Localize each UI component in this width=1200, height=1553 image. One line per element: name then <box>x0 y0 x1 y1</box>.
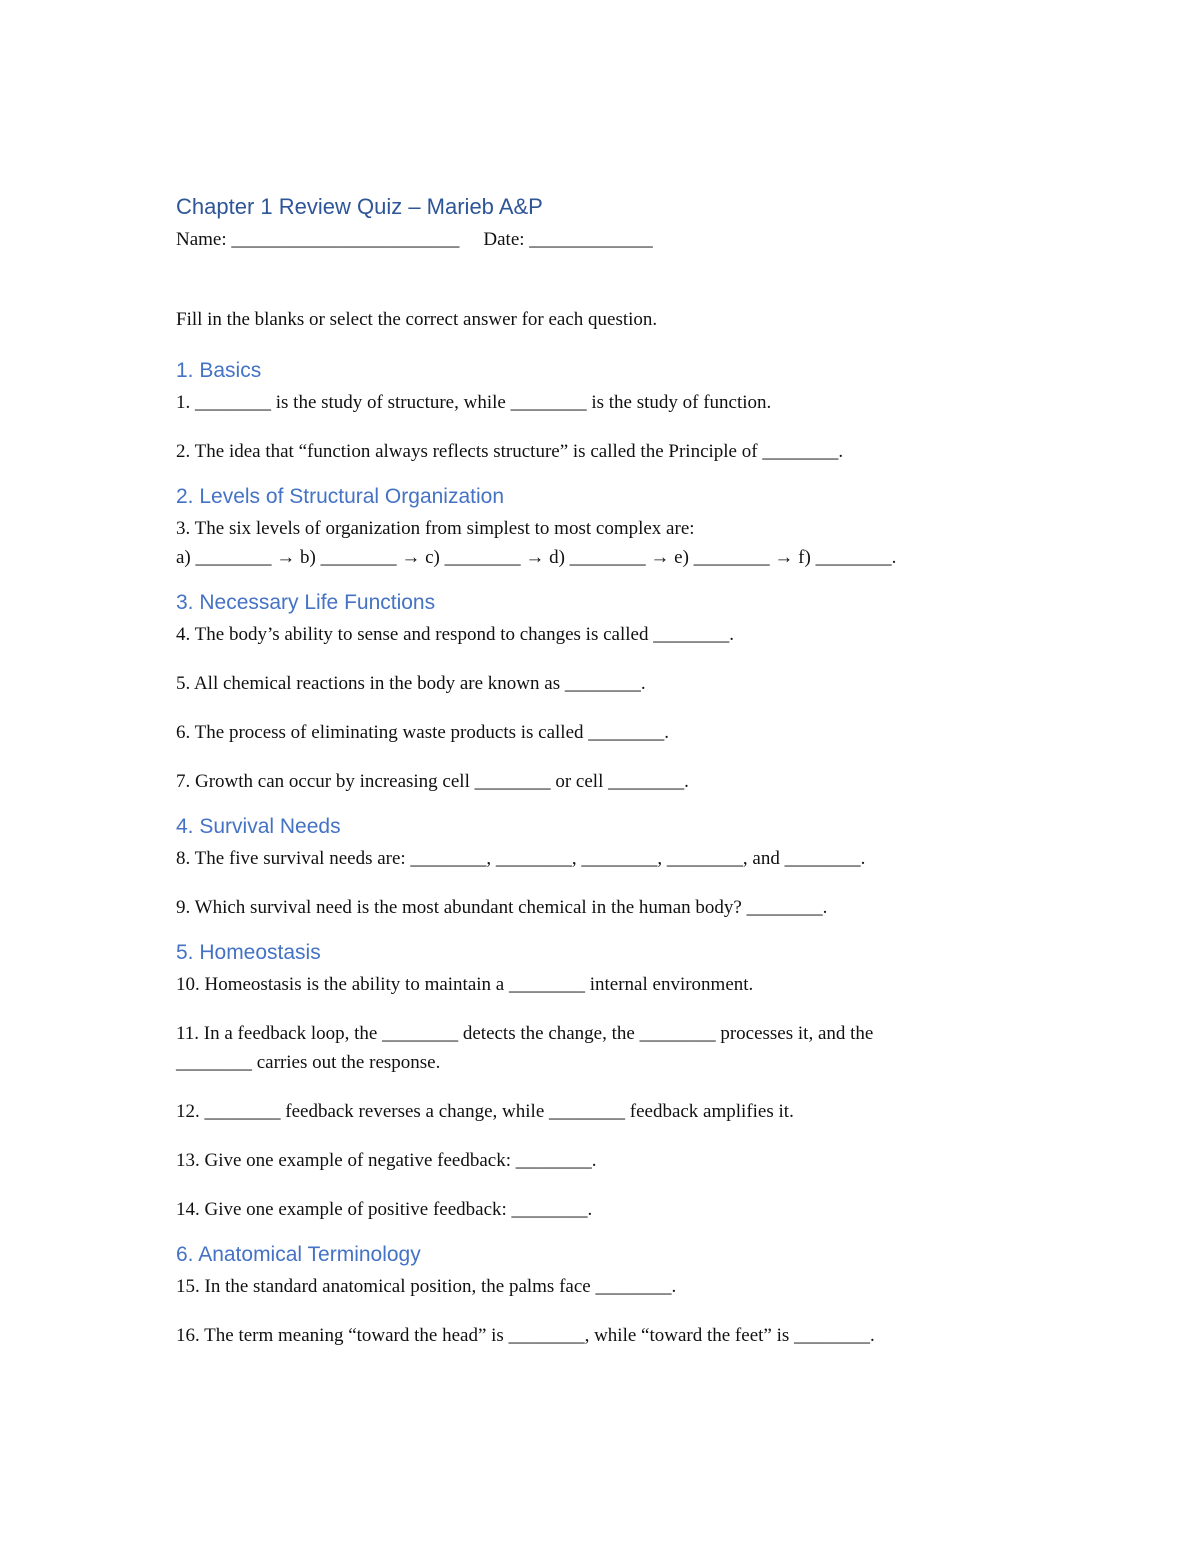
document-title: Chapter 1 Review Quiz – Marieb A&P <box>176 194 543 219</box>
question-text: 3. The six levels of organization from simplest to most complex are: <box>176 518 695 539</box>
section-heading: 4. Survival Needs <box>176 815 341 838</box>
quiz-question <box>176 388 1016 417</box>
section-heading: 5. Homeostasis <box>176 941 321 964</box>
question-text: 15. In the standard anatomical position, the palms face ________. <box>176 1276 677 1297</box>
quiz-section <box>176 938 1016 1224</box>
question-text: 6. The process of eliminating waste products is called ________. <box>176 722 670 743</box>
question-text: 1. ________ is the study of structure, while ________ is the study of function. <box>176 392 772 413</box>
question-text: 13. Give one example of negative feedback: ________. <box>176 1150 597 1171</box>
question-text: ________ carries out the response. <box>176 1052 441 1073</box>
section-heading: 6. Anatomical Terminology <box>176 1243 421 1266</box>
quiz-question <box>176 718 1016 747</box>
quiz-section <box>176 812 1016 922</box>
quiz-question <box>176 620 1016 649</box>
quiz-question <box>176 893 1016 922</box>
question-text: 5. All chemical reactions in the body are known as ________. <box>176 673 646 694</box>
quiz-section <box>176 588 1016 796</box>
document-content <box>176 192 1016 1350</box>
name-date-row <box>176 226 1016 254</box>
question-text: 7. Growth can occur by increasing cell ________ or cell ________. <box>176 771 689 792</box>
section-heading: 2. Levels of Structural Organization <box>176 485 505 508</box>
question-text: 9. Which survival need is the most abundant chemical in the human body? ________. <box>176 897 828 918</box>
question-text: a) ________ → b) ________ → c) ________ → d) ________ → e) ________ → f) ________. <box>176 547 897 568</box>
section-heading: 1. Basics <box>176 359 262 382</box>
question-text: 2. The idea that “function always reflects structure” is called the Principle of ________. <box>176 441 844 462</box>
quiz-question <box>176 1321 1016 1350</box>
quiz-question <box>176 1195 1016 1224</box>
quiz-question <box>176 514 1016 572</box>
quiz-question <box>176 1146 1016 1175</box>
question-text: 12. ________ feedback reverses a change, while ________ feedback amplifies it. <box>176 1101 794 1122</box>
date-field: Date: _____________ <box>483 229 653 250</box>
quiz-question <box>176 669 1016 698</box>
quiz-section <box>176 482 1016 572</box>
quiz-question <box>176 1019 1016 1077</box>
quiz-question <box>176 844 1016 873</box>
question-text: 4. The body’s ability to sense and respond to changes is called ________. <box>176 624 734 645</box>
quiz-question <box>176 437 1016 466</box>
quiz-question <box>176 970 1016 999</box>
name-field: Name: ________________________ <box>176 229 460 250</box>
quiz-sections <box>176 356 1016 1350</box>
quiz-question <box>176 1272 1016 1301</box>
question-text: 11. In a feedback loop, the ________ detects the change, the ________ processes it, and the <box>176 1023 874 1044</box>
question-text: 14. Give one example of positive feedback: ________. <box>176 1199 593 1220</box>
instructions-text: Fill in the blanks or select the correct answer for each question. <box>176 309 658 330</box>
quiz-question <box>176 767 1016 796</box>
question-text: 8. The five survival needs are: ________, ________, ________, ________, and ________. <box>176 848 866 869</box>
quiz-question <box>176 1097 1016 1126</box>
quiz-section <box>176 356 1016 466</box>
section-heading: 3. Necessary Life Functions <box>176 591 436 614</box>
quiz-section <box>176 1240 1016 1350</box>
question-text: 10. Homeostasis is the ability to maintain a ________ internal environment. <box>176 974 754 995</box>
question-text: 16. The term meaning “toward the head” is ________, while “toward the feet” is ________. <box>176 1325 875 1346</box>
